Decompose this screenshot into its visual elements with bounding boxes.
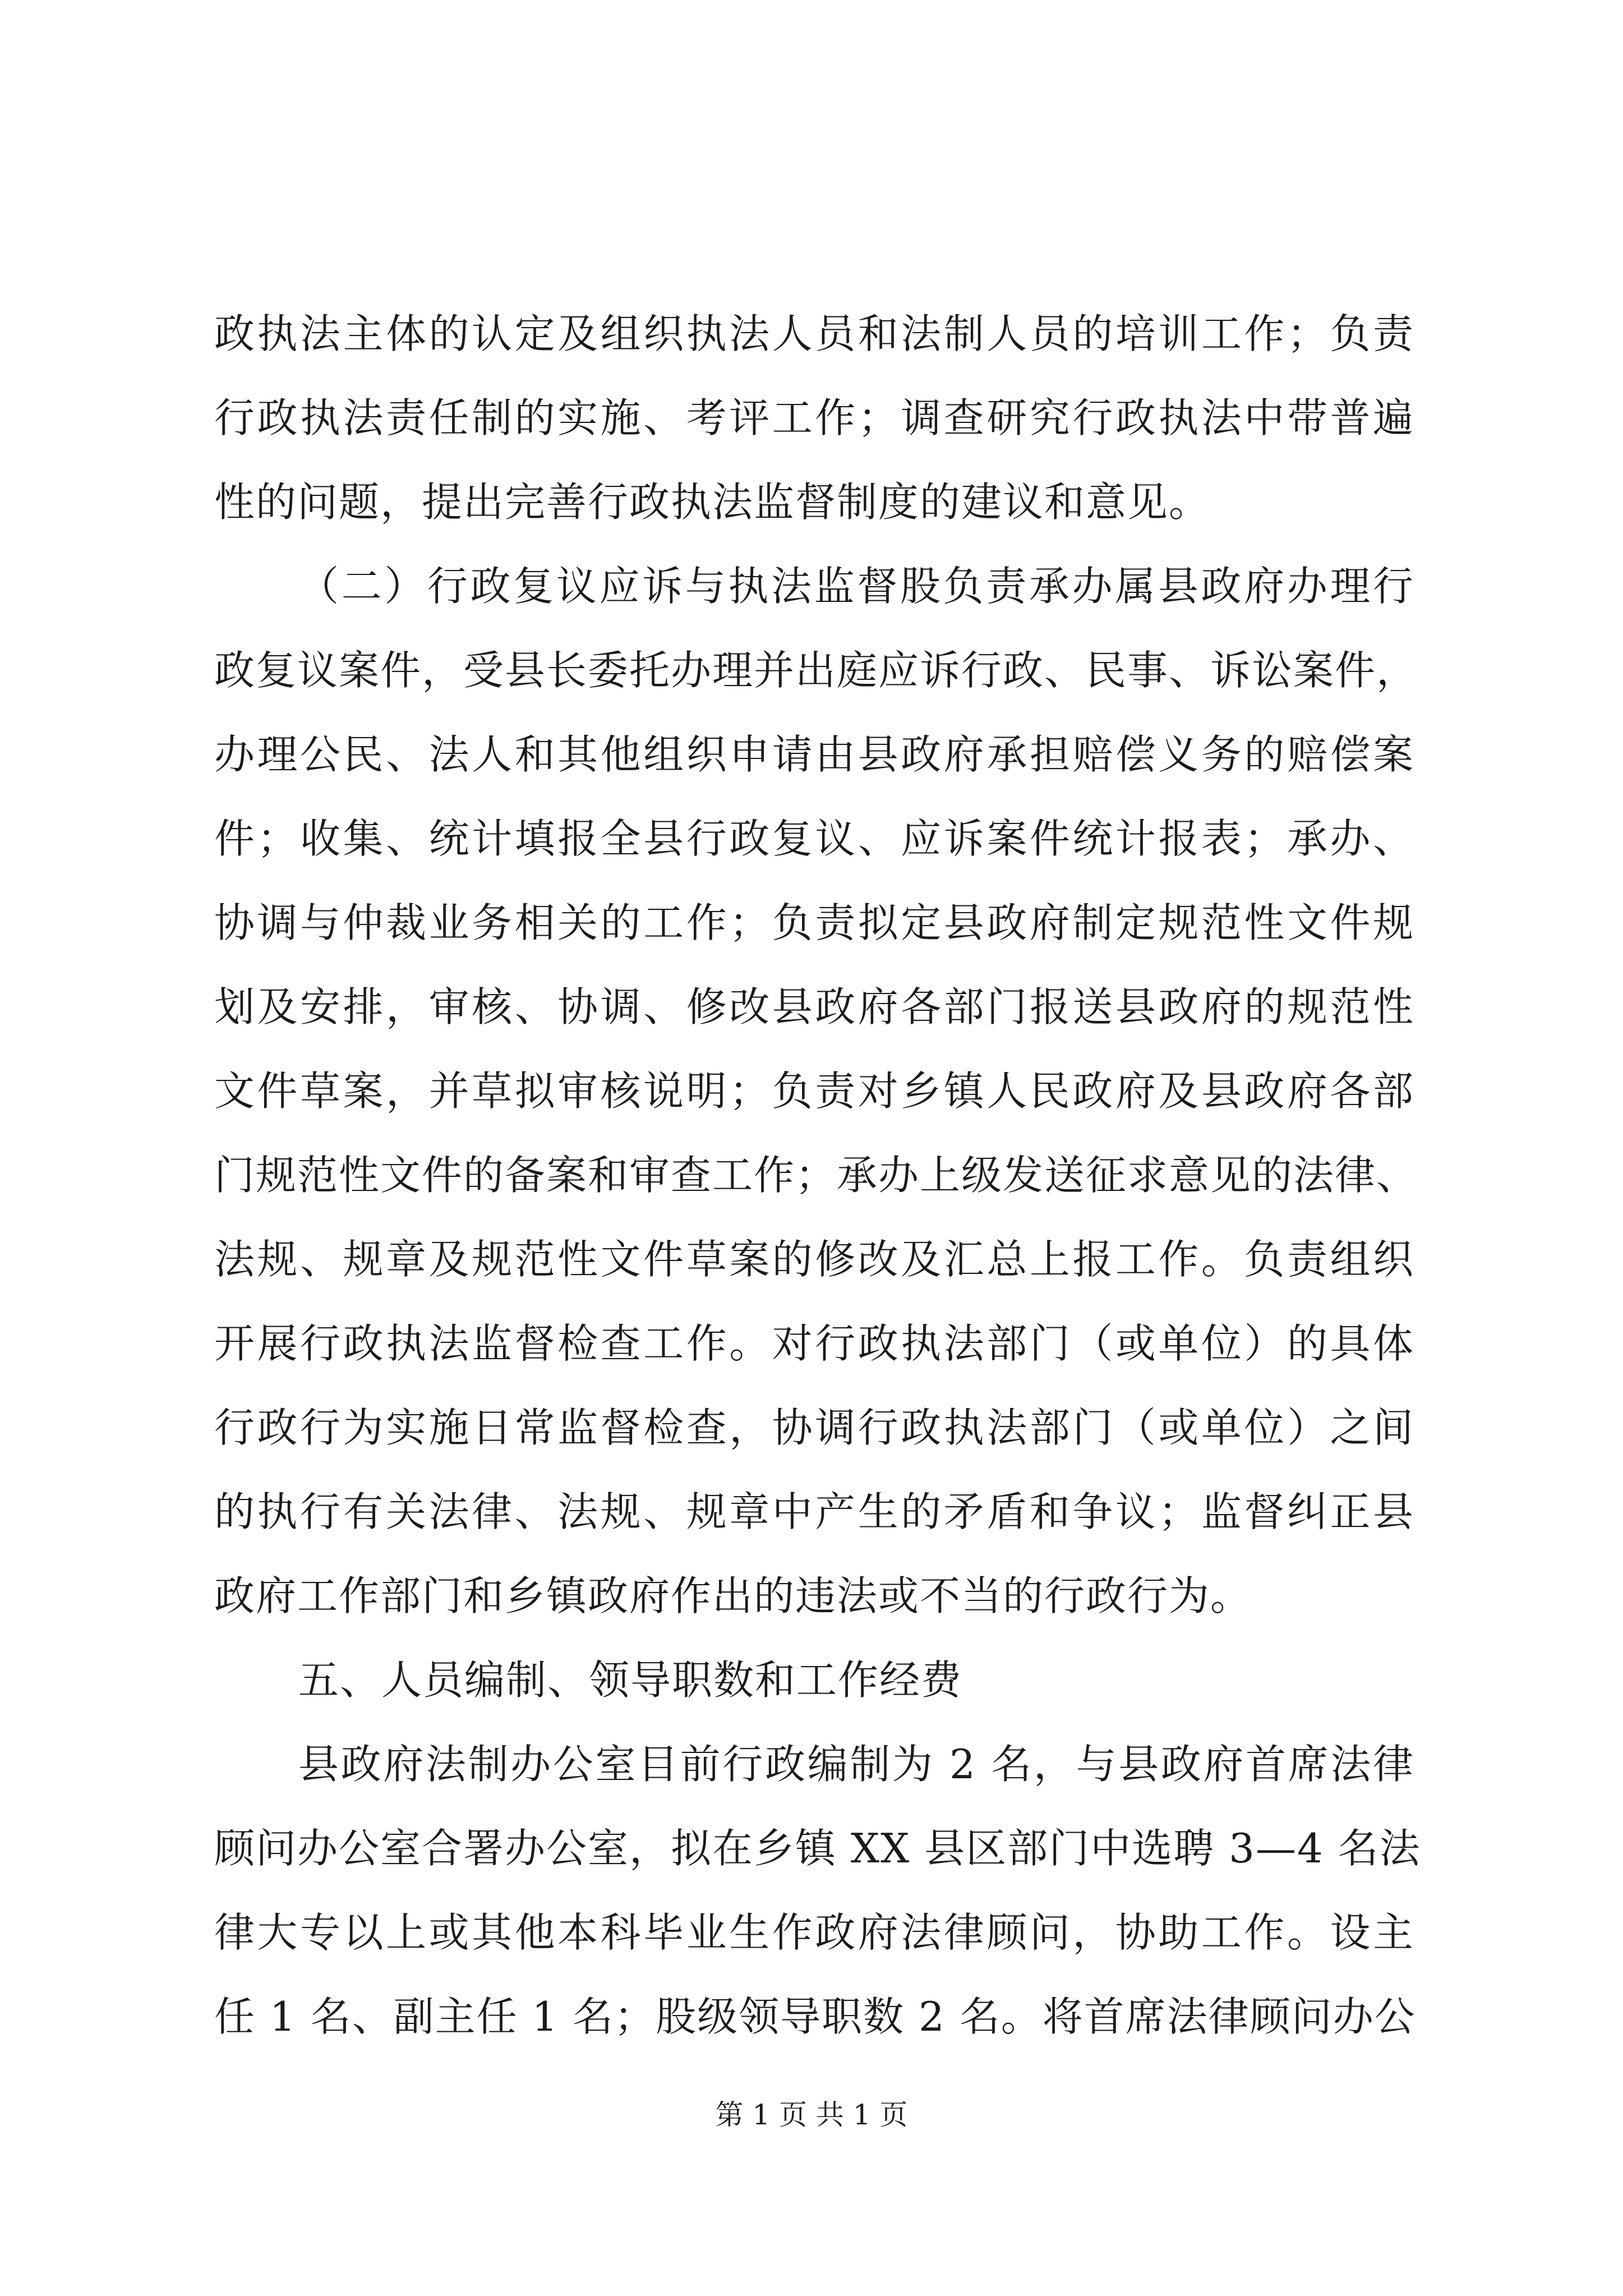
body-text-line: 门规范性文件的备案和审查工作；承办上级发送征求意见的法律、 — [214, 1152, 1418, 1199]
body-text-line: 任 1 名、副主任 1 名；股级领导职数 2 名。将首席法律顾问办公 — [214, 1993, 1416, 2040]
body-text-line: 法规、规章及规范性文件草案的修改及汇总上报工作。负责组织 — [214, 1236, 1414, 1283]
page-number-footer: 第 1 页 共 1 页 — [715, 2099, 908, 2131]
body-text-line: 政府工作部门和乡镇政府作出的违法或不当的行政行为。 — [214, 1572, 1252, 1619]
body-text-line: 开展行政执法监督检查工作。对行政执法部门（或单位）的具体 — [214, 1320, 1414, 1367]
body-text-line: 办理公民、法人和其他组织申请由县政府承担赔偿义务的赔偿案 — [214, 731, 1414, 778]
body-text-line: 律大专以上或其他本科毕业生作政府法律顾问，协助工作。设主 — [214, 1909, 1414, 1956]
body-text-line: 政执法主体的认定及组织执法人员和法制人员的培训工作；负责 — [214, 310, 1414, 357]
body-text-line: 文件草案，并草拟审核说明；负责对乡镇人民政府及县政府各部 — [214, 1068, 1414, 1115]
body-text-line: 件；收集、统计填报全县行政复议、应诉案件统计报表；承办、 — [214, 815, 1414, 862]
body-text-line: 性的问题，提出完善行政执法监督制度的建议和意见。 — [214, 478, 1211, 526]
body-text-line: 政复议案件，受县长委托办理并出庭应诉行政、民事、诉讼案件， — [214, 647, 1418, 694]
paragraph-first-line: 县政府法制办公室目前行政编制为 2 名，与县政府首席法律 — [298, 1741, 1414, 1788]
body-text-line: 行政执法责任制的实施、考评工作；调查研究行政执法中带普遍 — [214, 394, 1414, 441]
body-text-line: 的执行有关法律、法规、规章中产生的矛盾和争议；监督纠正县 — [214, 1488, 1414, 1535]
body-text-line: 划及安排，审核、协调、修改县政府各部门报送县政府的规范性 — [214, 983, 1414, 1030]
body-text-line: 协调与仲裁业务相关的工作；负责拟定县政府制定规范性文件规 — [214, 899, 1414, 946]
section-heading: 五、人员编制、领导职数和工作经费 — [298, 1657, 963, 1704]
body-text-line: 行政行为实施日常监督检查，协调行政执法部门（或单位）之间 — [214, 1404, 1414, 1451]
paragraph-first-line: （二）行政复议应诉与执法监督股负责承办属县政府办理行 — [298, 563, 1414, 610]
body-text-line: 顾问办公室合署办公室，拟在乡镇 XX 县区部门中选聘 3—4 名法 — [214, 1825, 1421, 1872]
